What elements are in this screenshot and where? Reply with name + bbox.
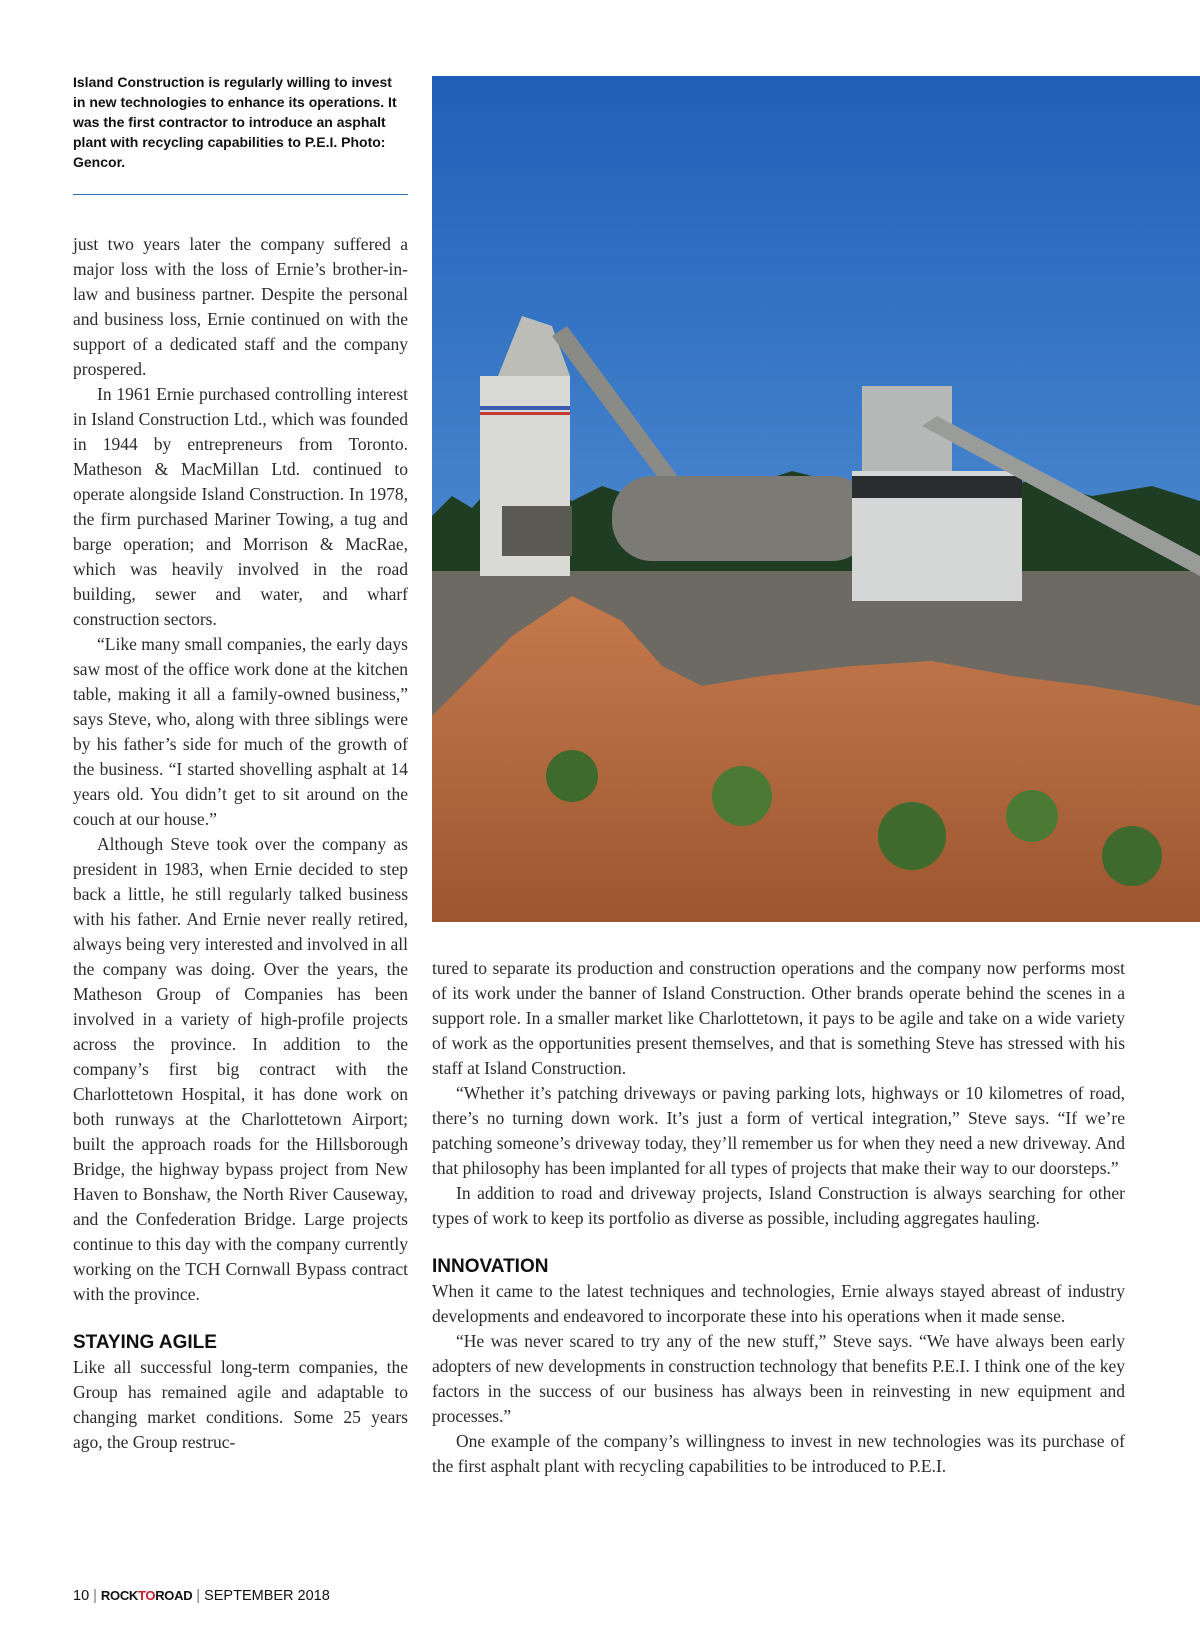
photo-caption: Island Construction is regularly willing to invest in new technologies to enhance its operations. It was the first contractor to introduce an asphalt plant with recycling capabilities to P.E.I. Photo: Gencor. [73, 74, 397, 170]
issue-date: SEPTEMBER 2018 [204, 1588, 330, 1604]
article-left-column [73, 232, 408, 1455]
section-heading-staying-agile: STAYING AGILE [73, 1332, 217, 1353]
article-paragraph: Like all successful long-term companies, the Group has remained agile and adaptable to changing market conditions. Some 25 years ago, the Group restruc- [73, 1357, 408, 1452]
page-footer: 10 | ROCKTOROAD | SEPTEMBER 2018 [73, 1588, 330, 1604]
article-paragraph: “Whether it’s patching driveways or paving parking lots, highways or 10 kilometres of road, there’s no turning down work. It’s just a form of vertical integration,” Steve says. “If we’re patching someone’s driveway today, they’ll remember us for when they need a new driveway. And that philosophy has been implanted for all types of projects that make their way to our doorsteps.” [432, 1083, 1125, 1178]
article-paragraph: When it came to the latest techniques and technologies, Ernie always stayed abreast of industry developments and endeavored to incorporate these into his operations when it made sense. [432, 1281, 1125, 1326]
section-heading-innovation: INNOVATION [432, 1256, 549, 1277]
article-right-column [432, 956, 1125, 1479]
article-paragraph: just two years later the company suffered a major loss with the loss of Ernie’s brother-in-law and business partner. Despite the personal and business loss, Ernie continued on with the support of a dedicated staff and the company prospered. [73, 234, 408, 379]
article-paragraph: “Like many small companies, the early days saw most of the office work done at the kitchen table, making it all a family-owned business,” says Steve, who, along with three siblings were by his father’s side for much of the growth of the business. “I started shovelling asphalt at 14 years old. You didn’t get to sit around on the couch at our house.” [73, 634, 408, 829]
article-paragraph: One example of the company’s willingness to invest in new technologies was its purchase of the first asphalt plant with recycling capabilities to be introduced to P.E.I. [432, 1431, 1125, 1476]
magazine-logo: ROCKTOROAD [100, 1588, 193, 1603]
article-paragraph: “He was never scared to try any of the new stuff,” Steve says. “We have always been early adopters of new developments in construction technology that benefits P.E.I. I think one of the key factors in the success of our business has always been in reinvesting in new equipment and processes.” [432, 1331, 1125, 1426]
article-paragraph: Although Steve took over the company as president in 1983, when Ernie decided to step back a little, he still regularly talked business with his father. And Ernie never really retired, always being very interested and involved in all the company was doing. Over the years, the Matheson Group of Companies has been involved in a variety of high-profile projects across the province. In addition to the company’s first big contract with the Charlottetown Hospital, it has done work on both runways at the Charlottetown Airport; built the approach roads for the Hillsborough Bridge, the highway bypass project from New Haven to Bonshaw, the North River Causeway, and the Confederation Bridge. Large projects continue to this day with the company currently working on the TCH Cornwall Bypass contract with the province. [73, 834, 408, 1304]
page-number: 10 [73, 1588, 90, 1604]
article-paragraph: tured to separate its production and construction operations and the company now performs most of its work under the banner of Island Construction. Other brands operate behind the scenes in a support role. In a smaller market like Charlottetown, it pays to be agile and take on a wide variety of work as the opportunities present themselves, and that is something Steve has stressed with his staff at Island Construction. [432, 958, 1125, 1078]
article-paragraph: In addition to road and driveway projects, Island Construction is always searching for other types of work to keep its portfolio as diverse as possible, including aggregates hauling. [432, 1183, 1125, 1228]
caption-divider [73, 194, 408, 195]
asphalt-plant-photo [432, 76, 1200, 922]
article-paragraph: In 1961 Ernie purchased controlling interest in Island Construction Ltd., which was founded in 1944 by entrepreneurs from Toronto. Matheson & MacMillan Ltd. continued to operate alongside Island Construction. In 1978, the firm purchased Mariner Towing, a tug and barge operation; and Morrison & MacRae, which was heavily involved in the road building, sewer and water, and wharf construction sectors. [73, 384, 408, 629]
